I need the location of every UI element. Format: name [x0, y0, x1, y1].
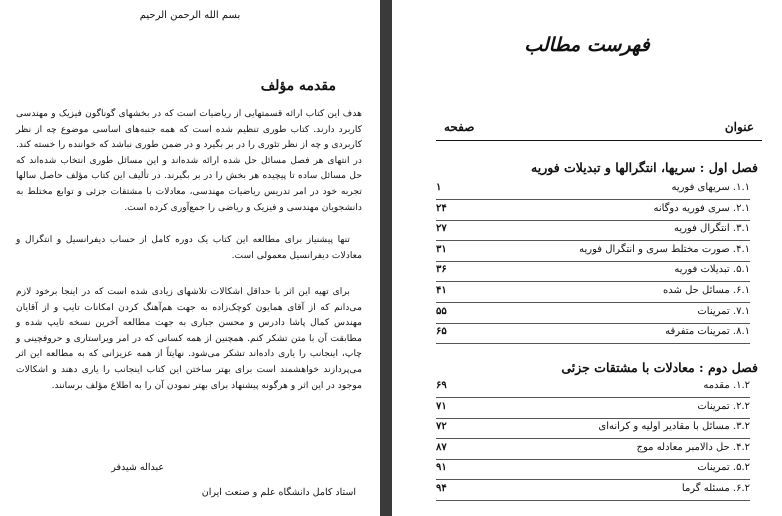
toc-entry: [436, 401, 782, 421]
toc-entry-label: ۲.۱. سری فوریه دوگانه: [653, 202, 750, 214]
toc-entry: [436, 264, 782, 284]
toc-entry-label: ۳.۲. مسائل با مقادیر اولیه و کرانه‌ای: [598, 421, 750, 433]
toc-title: فهرست مطالب: [524, 34, 650, 56]
toc-entry-rule: [436, 199, 750, 200]
toc-entry-page-number: ۷۱: [436, 400, 447, 412]
toc-entry-rule: [436, 281, 750, 282]
toc-entry-page-number: ۹۱: [436, 462, 447, 474]
toc-entry-rule: [436, 500, 750, 501]
toc-column-page-label: صفحه: [444, 120, 475, 134]
toc-entry-rule: [436, 343, 750, 344]
toc-entry-rule: [436, 220, 750, 221]
bismillah-header: بسم الله الرحمن الرحیم: [139, 10, 241, 21]
toc-entry: [436, 326, 782, 346]
toc-entry-page-number: ۹۴: [436, 483, 447, 494]
toc-entry: [436, 380, 782, 400]
toc-entry-label: ۳.۱. انتگرال فوریه: [673, 223, 750, 235]
toc-entry-label: ۵.۲. تمرینات: [697, 462, 750, 474]
preface-body: [16, 106, 362, 393]
toc-entry: [436, 285, 782, 305]
toc-entry-rule: [436, 240, 750, 241]
toc-entry: [436, 442, 782, 462]
toc-entry: [436, 182, 782, 202]
toc-entry-page-number: ۸۷: [436, 441, 447, 453]
toc-entry-page-number: ۶۵: [436, 326, 447, 338]
toc-entry-rule: [436, 479, 750, 480]
toc-entry-rule: [436, 261, 750, 262]
toc-entry-rule: [436, 438, 750, 439]
toc-entry-rule: [436, 323, 750, 324]
toc-entry-label: ۶.۲. مسئله گرما: [681, 483, 750, 494]
toc-entry-page-number: ۶۹: [436, 380, 447, 391]
toc-entry-page-number: ۴۱: [436, 285, 447, 296]
toc-entry-label: ۴.۱. صورت مختلط سری و انتگرال فوریه: [579, 243, 750, 255]
chapter-2-heading: فصل دوم : معادلات با مشتقات جزئی: [561, 360, 758, 375]
toc-entry-page-number: ۳۱: [436, 243, 447, 255]
toc-entry-label: ۸.۱. تمرینات متفرقه: [665, 326, 750, 338]
right-page-toc: [392, 0, 782, 516]
toc-entry-label: ۱.۲. مقدمه: [703, 380, 750, 391]
toc-entry: [436, 244, 782, 264]
toc-header-rule: [436, 140, 762, 141]
preface-paragraph-2: تنها پیشنیاز برای مطالعه این کتاب یک دوره کامل از حساب دیفرانسیل و انتگرال و معادلات دیفرانسیل معمولی است.: [16, 234, 362, 261]
preface-title: مقدمه مؤلف: [260, 78, 336, 94]
toc-entry-label: ۶.۱. مسائل حل شده: [663, 285, 750, 296]
toc-entry-page-number: ۱: [436, 182, 442, 193]
chapter-1-heading: فصل اول : سریها، انتگرالها و تبدیلات فوریه: [531, 160, 758, 175]
toc-entry-page-number: ۲۴: [436, 202, 447, 214]
toc-column-title-label: عنوان: [724, 120, 754, 134]
book-gutter: [380, 0, 392, 516]
toc-entry-rule: [436, 418, 750, 419]
left-page-preface: [0, 0, 380, 516]
preface-paragraph-3: برای تهیه این اثر با حداقل اشکالات تلاشهای زیادی شده است که در اینجا برخود لازم می‌دانم که از آقای همایون کوچک‌زاده به جهت هم‌آهنگ کردن امکانات تایپ و از آقایان مهندس کمال پاشا دادرس و محسن جباری به جهت مطالعه آخرین نسخه تایپ شده و مطابقت آن با متن تشکر کنم. همچنین از همه کسانی که در امر ویراستاری و حروفچینی و چاپ، اینجانب را یاری داده‌اند تشکر می‌شود. نهایتاً از همه عزیزانی که به مطالعه این اثر می‌پردازند خواهشمند است برای بهتر ساختن این کتاب اینجانب را یاری دهند و اشکالات موجود در این اثر و هرگونه پیشنهاد برای بهتر نمودن آن را به اطلاع مؤلف برسانند.: [16, 286, 362, 391]
toc-entry: [436, 421, 782, 441]
toc-entry: [436, 223, 782, 243]
toc-entry-page-number: ۳۶: [436, 264, 447, 276]
toc-entry-rule: [436, 459, 750, 460]
toc-entry: [436, 462, 782, 482]
toc-entry-label: ۵.۱. تبدیلات فوریه: [674, 264, 750, 276]
toc-entry: [436, 203, 782, 223]
toc-entry-label: ۷.۱. تمرینات: [697, 305, 750, 317]
preface-paragraph-1: هدف این کتاب ارائه قسمتهایی از ریاضیات است که در بخشهای گوناگون فیزیک و مهندسی کاربرد دارند. کتاب طوری تنظیم شده است که همه جنبه‌های اساسی موضوع چه از نظر کاربردی و چه از نظر تئوری را در بر بگیرد و در ضمن طوری نباشد که خواننده را خسته کند. در انتهای هر فصل مسائل حل شده ارائه شده‌اند و این مسائل طوری انتخاب شده‌اند که حل مسائل ساده تا پیچیده هر بخش را در بر بگیرند. در تألیف این کتاب مؤلف حاصل سالها تجربه خود در امر تدریس ریاضیات مهندسی، معادلات با مشتقات جزئی و توابع مختلط به دانشجویان مهندسی و فیزیک و ریاضی را جمع‌آوری کرده است.: [16, 108, 362, 213]
toc-entry-rule: [436, 302, 750, 303]
toc-entry: [436, 306, 782, 326]
author-signature-name: عبداله شیدفر: [111, 462, 164, 473]
toc-entry-page-number: ۷۲: [436, 421, 447, 433]
author-signature-title: استاد کامل دانشگاه علم و صنعت ایران: [201, 487, 356, 498]
toc-entry-label: ۴.۲. حل دالامبر معادله موج: [636, 441, 750, 453]
toc-entry-label: ۲.۲. تمرینات: [697, 400, 750, 412]
toc-entry-rule: [436, 397, 750, 398]
toc-entry: [436, 483, 782, 503]
toc-entry-label: ۱.۱. سریهای فوریه: [671, 182, 750, 193]
toc-entry-page-number: ۵۵: [436, 305, 447, 317]
toc-entry-page-number: ۲۷: [436, 223, 447, 235]
